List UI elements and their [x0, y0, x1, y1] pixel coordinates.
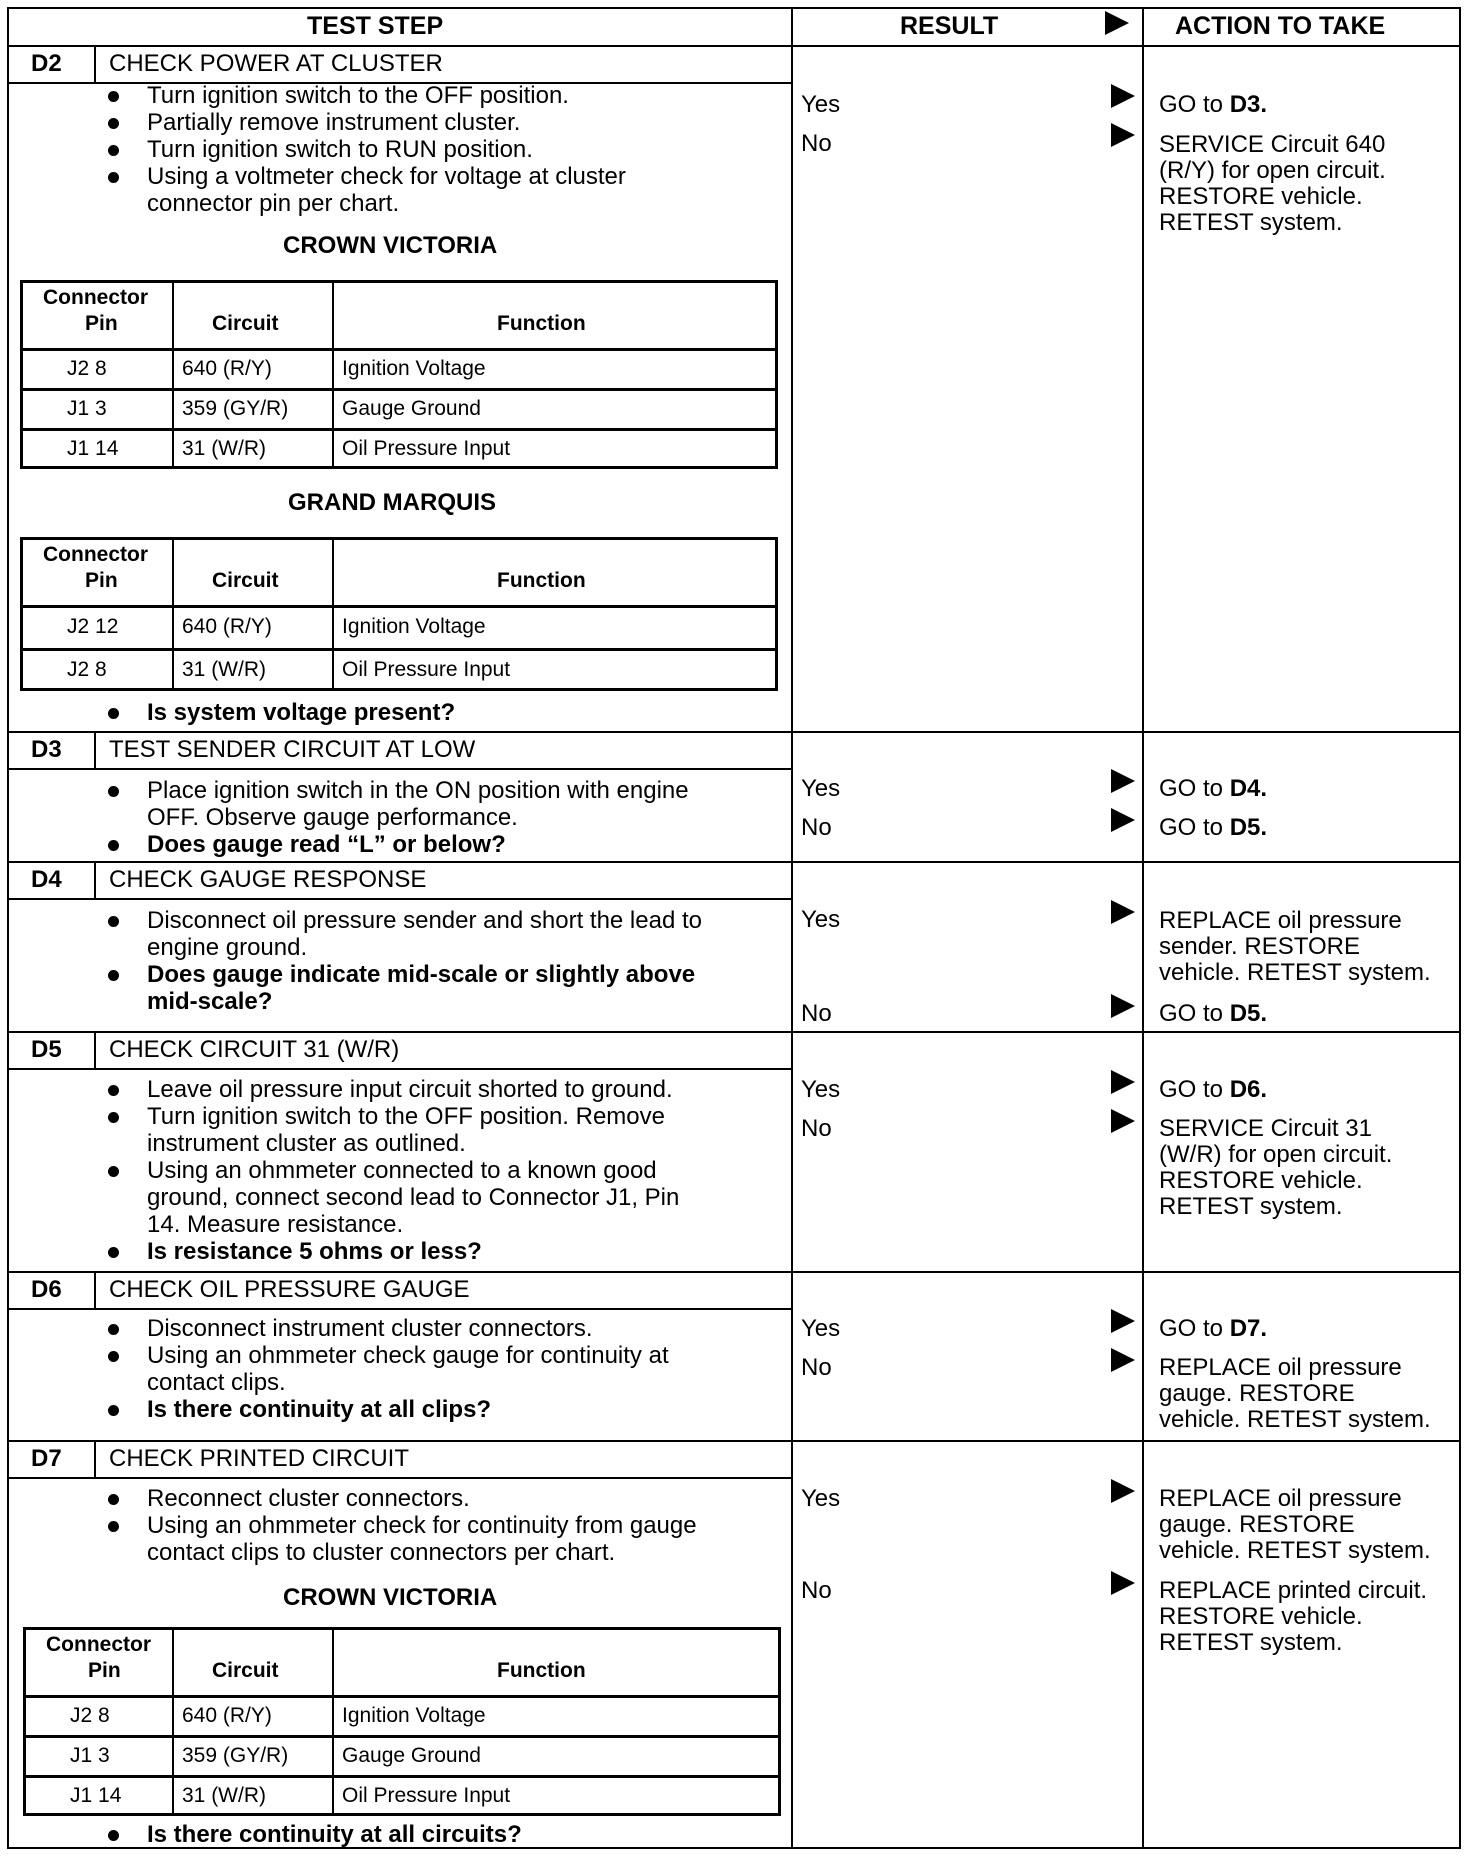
step-d6-bottom-rule [7, 1308, 791, 1310]
d5-no-action-line: (W/R) for open circuit. [1159, 1141, 1393, 1168]
circuit-cell: 359 (GY/R) [182, 1744, 289, 1767]
step-d7-instruction: Reconnect cluster connectors. [147, 1485, 470, 1512]
step-d6-instruction: Disconnect instrument cluster connectors. [147, 1315, 593, 1342]
bullet-icon [108, 1351, 119, 1362]
step-d5-instruction-continued: 14. Measure resistance. [147, 1211, 404, 1238]
d6-yes-action [1159, 1315, 1267, 1342]
d7-result-no: No [801, 1577, 832, 1604]
circuit-header: Circuit [212, 569, 279, 592]
step-d5-top-rule [7, 1031, 791, 1033]
result-arrow-icon [1111, 1571, 1135, 1595]
d4-no-action [1159, 1000, 1267, 1027]
pin-header-line1: Connector [43, 286, 148, 309]
d4-no-action-step: D5. [1229, 1000, 1268, 1027]
d6-result-no: No [801, 1354, 832, 1381]
bullet-icon [108, 91, 119, 102]
circuit-cell: 31 (W/R) [182, 437, 266, 460]
row-line [26, 1775, 778, 1778]
step-d4-id-divider [94, 861, 96, 898]
step-d7-question: Is there continuity at all circuits? [147, 1821, 522, 1848]
d3-no-action-step: D5. [1229, 814, 1268, 841]
function-cell: Oil Pressure Input [342, 1784, 511, 1807]
bullet-icon [108, 118, 119, 129]
step-d4-top-rule [7, 861, 791, 863]
step-d5-bottom-rule [7, 1068, 791, 1070]
bullet-icon [108, 1112, 119, 1123]
step-d5-instruction: Leave oil pressure input circuit shorted to ground. [147, 1076, 673, 1103]
d4-yes-action-line: REPLACE oil pressure [1159, 907, 1402, 934]
row-line [23, 348, 775, 351]
circuit-cell: 31 (W/R) [182, 1784, 266, 1807]
d4-result-no: No [801, 1000, 832, 1027]
step-d3-bottom-rule [7, 768, 791, 770]
d3-yes-action-step: D4. [1229, 775, 1268, 802]
function-cell: Ignition Voltage [342, 1704, 486, 1727]
step-d4-instruction-continued: engine ground. [147, 934, 308, 961]
circuit-cell: 359 (GY/R) [182, 397, 289, 420]
pin-cell: J1 14 [67, 437, 119, 460]
step-d2-instruction: Using a voltmeter check for voltage at cluster [147, 163, 626, 190]
d6-no-action-line: gauge. RESTORE [1159, 1380, 1355, 1407]
step-d2-instruction-continued: connector pin per chart. [147, 190, 400, 217]
d3-result-no: No [801, 814, 832, 841]
step-d5-instruction-continued: ground, connect second lead to Connector J1, Pin [147, 1184, 680, 1211]
d7-result-yes: Yes [801, 1485, 841, 1512]
step-d3-instruction: Place ignition switch in the ON position with engine [147, 777, 689, 804]
step-d2-id-divider [94, 45, 96, 82]
bullet-icon [108, 1324, 119, 1335]
d6-result-yes: Yes [801, 1315, 841, 1342]
result-arrow-icon [1111, 84, 1135, 108]
bullet-icon [108, 970, 119, 981]
step-d6-top-rule [7, 1271, 791, 1273]
function-header: Function [497, 569, 586, 592]
d3-result-yes: Yes [801, 775, 841, 802]
step-d7-id-divider [94, 1440, 96, 1477]
d5-no-action-line: RETEST system. [1159, 1193, 1343, 1220]
column-line [332, 540, 334, 688]
d6-no-action-line: REPLACE oil pressure [1159, 1354, 1402, 1381]
bullet-icon [108, 1405, 119, 1416]
step-d7-instruction-continued: contact clips to cluster connectors per chart. [147, 1539, 616, 1566]
d3-no-action [1159, 814, 1267, 841]
circuit-cell: 640 (R/Y) [182, 357, 272, 380]
step-d3-title: TEST SENDER CIRCUIT AT LOW [109, 736, 476, 763]
pin-cell: J1 3 [70, 1744, 110, 1767]
step-d7-title: CHECK PRINTED CIRCUIT [109, 1445, 410, 1472]
d5-result-no: No [801, 1115, 832, 1142]
step-d3-top-rule [7, 731, 791, 733]
step-d2-instruction: Turn ignition switch to RUN position. [147, 136, 533, 163]
pin-cell: J2 8 [67, 357, 107, 380]
column-line [172, 1630, 174, 1813]
pin-header-line2: Pin [85, 569, 118, 592]
d3-yes-action-prefix: GO to [1159, 775, 1230, 802]
column-line [172, 540, 174, 688]
row-line [26, 1735, 778, 1738]
frame-top [7, 7, 1461, 9]
bullet-icon [108, 1085, 119, 1096]
d2-grand-marquis-title: GRAND MARQUIS [288, 489, 496, 516]
step-d4-title: CHECK GAUGE RESPONSE [109, 866, 427, 893]
diagnostic-test-table [7, 7, 1461, 1849]
circuit-cell: 640 (R/Y) [182, 1704, 272, 1727]
step-d5-instruction: Turn ignition switch to the OFF position. Remove [147, 1103, 665, 1130]
step-d2-title: CHECK POWER AT CLUSTER [109, 50, 443, 77]
d2-crown-victoria-pin-table [20, 280, 778, 469]
step-d6-id-divider [94, 1271, 96, 1308]
result-arrow-icon [1111, 1109, 1135, 1133]
d6-yes-action-step: D7. [1229, 1315, 1268, 1342]
result-arrow-icon [1111, 1479, 1135, 1503]
bullet-icon [108, 145, 119, 156]
bullet-icon [108, 916, 119, 927]
pin-header-line1: Connector [46, 1633, 151, 1656]
function-cell: Gauge Ground [342, 397, 481, 420]
step-d2-top-rule [7, 45, 791, 47]
step-d5-instruction: Using an ohmmeter connected to a known good [147, 1157, 657, 1184]
d4-yes-action-line: vehicle. RETEST system. [1159, 959, 1431, 986]
result-arrow-icon [1111, 769, 1135, 793]
d7-no-action-line: REPLACE printed circuit. [1159, 1577, 1428, 1604]
function-header: Function [497, 1659, 586, 1682]
step-d6-question: Is there continuity at all clips? [147, 1396, 492, 1423]
result-header: RESULT [900, 12, 999, 40]
bullet-icon [108, 840, 119, 851]
circuit-cell: 640 (R/Y) [182, 615, 272, 639]
function-cell: Oil Pressure Input [342, 657, 511, 681]
test-step-header: TEST STEP [307, 12, 444, 40]
step-d2-instruction: Turn ignition switch to the OFF position. [147, 82, 569, 109]
pin-cell: J2 8 [67, 657, 107, 681]
result-column-divider [791, 7, 793, 1849]
step-d4-bottom-rule [7, 898, 791, 900]
d3-no-action-prefix: GO to [1159, 814, 1230, 841]
step-d6-instruction-continued: contact clips. [147, 1369, 286, 1396]
d7-yes-action-line: gauge. RESTORE [1159, 1511, 1355, 1538]
column-line [332, 283, 334, 466]
result-arrow-icon [1105, 11, 1129, 35]
pin-cell: J2 8 [70, 1704, 110, 1727]
step-d4-instruction: Disconnect oil pressure sender and short the lead to [147, 907, 702, 934]
column-line [332, 1630, 334, 1813]
result-arrow-icon [1111, 808, 1135, 832]
d4-yes-action-line: sender. RESTORE [1159, 933, 1360, 960]
result-arrow-icon [1111, 1309, 1135, 1333]
step-d3-id-divider [94, 731, 96, 768]
bullet-icon [108, 1247, 119, 1258]
function-cell: Ignition Voltage [342, 357, 486, 380]
row-line [23, 605, 775, 608]
step-d2-instruction: Partially remove instrument cluster. [147, 109, 521, 136]
function-cell: Gauge Ground [342, 1744, 481, 1767]
function-cell: Oil Pressure Input [342, 437, 511, 460]
frame-left [7, 7, 9, 1849]
step-d7-id: D7 [31, 1445, 62, 1472]
d5-no-action-line: SERVICE Circuit 31 [1159, 1115, 1372, 1142]
circuit-cell: 31 (W/R) [182, 657, 266, 681]
d2-crown-victoria-title: CROWN VICTORIA [283, 232, 498, 259]
d2-no-action-line: (R/Y) for open circuit. [1159, 157, 1386, 184]
d6-yes-action-prefix: GO to [1159, 1315, 1230, 1342]
circuit-header: Circuit [212, 312, 279, 335]
d2-grand-marquis-pin-table [20, 537, 778, 691]
function-header: Function [497, 312, 586, 335]
pin-header-line2: Pin [88, 1659, 121, 1682]
step-d3-id: D3 [31, 736, 62, 763]
pin-cell: J1 3 [67, 397, 107, 420]
d5-result-yes: Yes [801, 1076, 841, 1103]
step-d5-title: CHECK CIRCUIT 31 (W/R) [109, 1036, 400, 1063]
result-arrow-icon [1111, 994, 1135, 1018]
pin-header-line1: Connector [43, 543, 148, 566]
d2-yes-action-step: D3. [1229, 91, 1268, 118]
step-d7-bottom-rule [7, 1477, 791, 1479]
bullet-icon [108, 1521, 119, 1532]
d3-yes-action [1159, 775, 1267, 802]
row-line [23, 648, 775, 651]
function-cell: Ignition Voltage [342, 615, 486, 639]
bullet-icon [108, 786, 119, 797]
bullet-icon [108, 1830, 119, 1841]
d5-yes-action [1159, 1076, 1267, 1103]
d2-result-yes: Yes [801, 91, 841, 118]
step-d6-instruction: Using an ohmmeter check gauge for continuity at [147, 1342, 669, 1369]
bullet-icon [108, 1166, 119, 1177]
step-d5-question: Is resistance 5 ohms or less? [147, 1238, 482, 1265]
d6-no-action-line: vehicle. RETEST system. [1159, 1406, 1431, 1433]
step-d5-instruction-continued: instrument cluster as outlined. [147, 1130, 466, 1157]
step-d7-top-rule [7, 1440, 791, 1442]
d7-yes-action-line: REPLACE oil pressure [1159, 1485, 1402, 1512]
step-d5-id-divider [94, 1031, 96, 1068]
action-column-divider [1142, 7, 1144, 1849]
d7-no-action-line: RESTORE vehicle. [1159, 1603, 1363, 1630]
d7-crown-victoria-title: CROWN VICTORIA [283, 1584, 498, 1611]
frame-right [1459, 7, 1461, 1849]
step-d4-question: Does gauge indicate mid-scale or slightly above [147, 961, 696, 988]
step-d2-id: D2 [31, 50, 62, 77]
step-d3-instruction-continued: OFF. Observe gauge performance. [147, 804, 518, 831]
row-line [26, 1695, 778, 1698]
action-header: ACTION TO TAKE [1175, 12, 1386, 40]
step-d4-question-continued: mid-scale? [147, 988, 273, 1015]
result-arrow-icon [1111, 123, 1135, 147]
d4-result-yes: Yes [801, 906, 841, 933]
step-d6-title: CHECK OIL PRESSURE GAUGE [109, 1276, 470, 1303]
d2-result-no: No [801, 130, 832, 157]
d2-yes-action [1159, 91, 1267, 118]
row-line [23, 428, 775, 431]
step-d7-instruction: Using an ohmmeter check for continuity from gauge [147, 1512, 697, 1539]
pin-cell: J2 12 [67, 615, 119, 639]
step-d6-id: D6 [31, 1276, 62, 1303]
d4-no-action-prefix: GO to [1159, 1000, 1230, 1027]
d5-yes-action-step: D6. [1229, 1076, 1268, 1103]
result-arrow-icon [1111, 1070, 1135, 1094]
step-d4-id: D4 [31, 866, 62, 893]
d2-no-action-line: RETEST system. [1159, 209, 1343, 236]
d2-no-action-line: SERVICE Circuit 640 [1159, 131, 1386, 158]
d5-no-action-line: RESTORE vehicle. [1159, 1167, 1363, 1194]
d7-yes-action-line: vehicle. RETEST system. [1159, 1537, 1431, 1564]
pin-header-line2: Pin [85, 312, 118, 335]
row-line [23, 388, 775, 391]
step-d3-question: Does gauge read “L” or below? [147, 831, 506, 858]
d2-no-action-line: RESTORE vehicle. [1159, 183, 1363, 210]
pin-cell: J1 14 [70, 1784, 122, 1807]
circuit-header: Circuit [212, 1659, 279, 1682]
bullet-icon [108, 1494, 119, 1505]
bullet-icon [108, 172, 119, 183]
step-d2-question: Is system voltage present? [147, 699, 456, 726]
result-arrow-icon [1111, 1348, 1135, 1372]
d7-crown-victoria-pin-table [23, 1627, 781, 1816]
column-line [172, 283, 174, 466]
bullet-icon [108, 708, 119, 719]
d5-yes-action-prefix: GO to [1159, 1076, 1230, 1103]
result-arrow-icon [1111, 900, 1135, 924]
d2-yes-action-prefix: GO to [1159, 91, 1230, 118]
step-d5-id: D5 [31, 1036, 62, 1063]
d7-no-action-line: RETEST system. [1159, 1629, 1343, 1656]
